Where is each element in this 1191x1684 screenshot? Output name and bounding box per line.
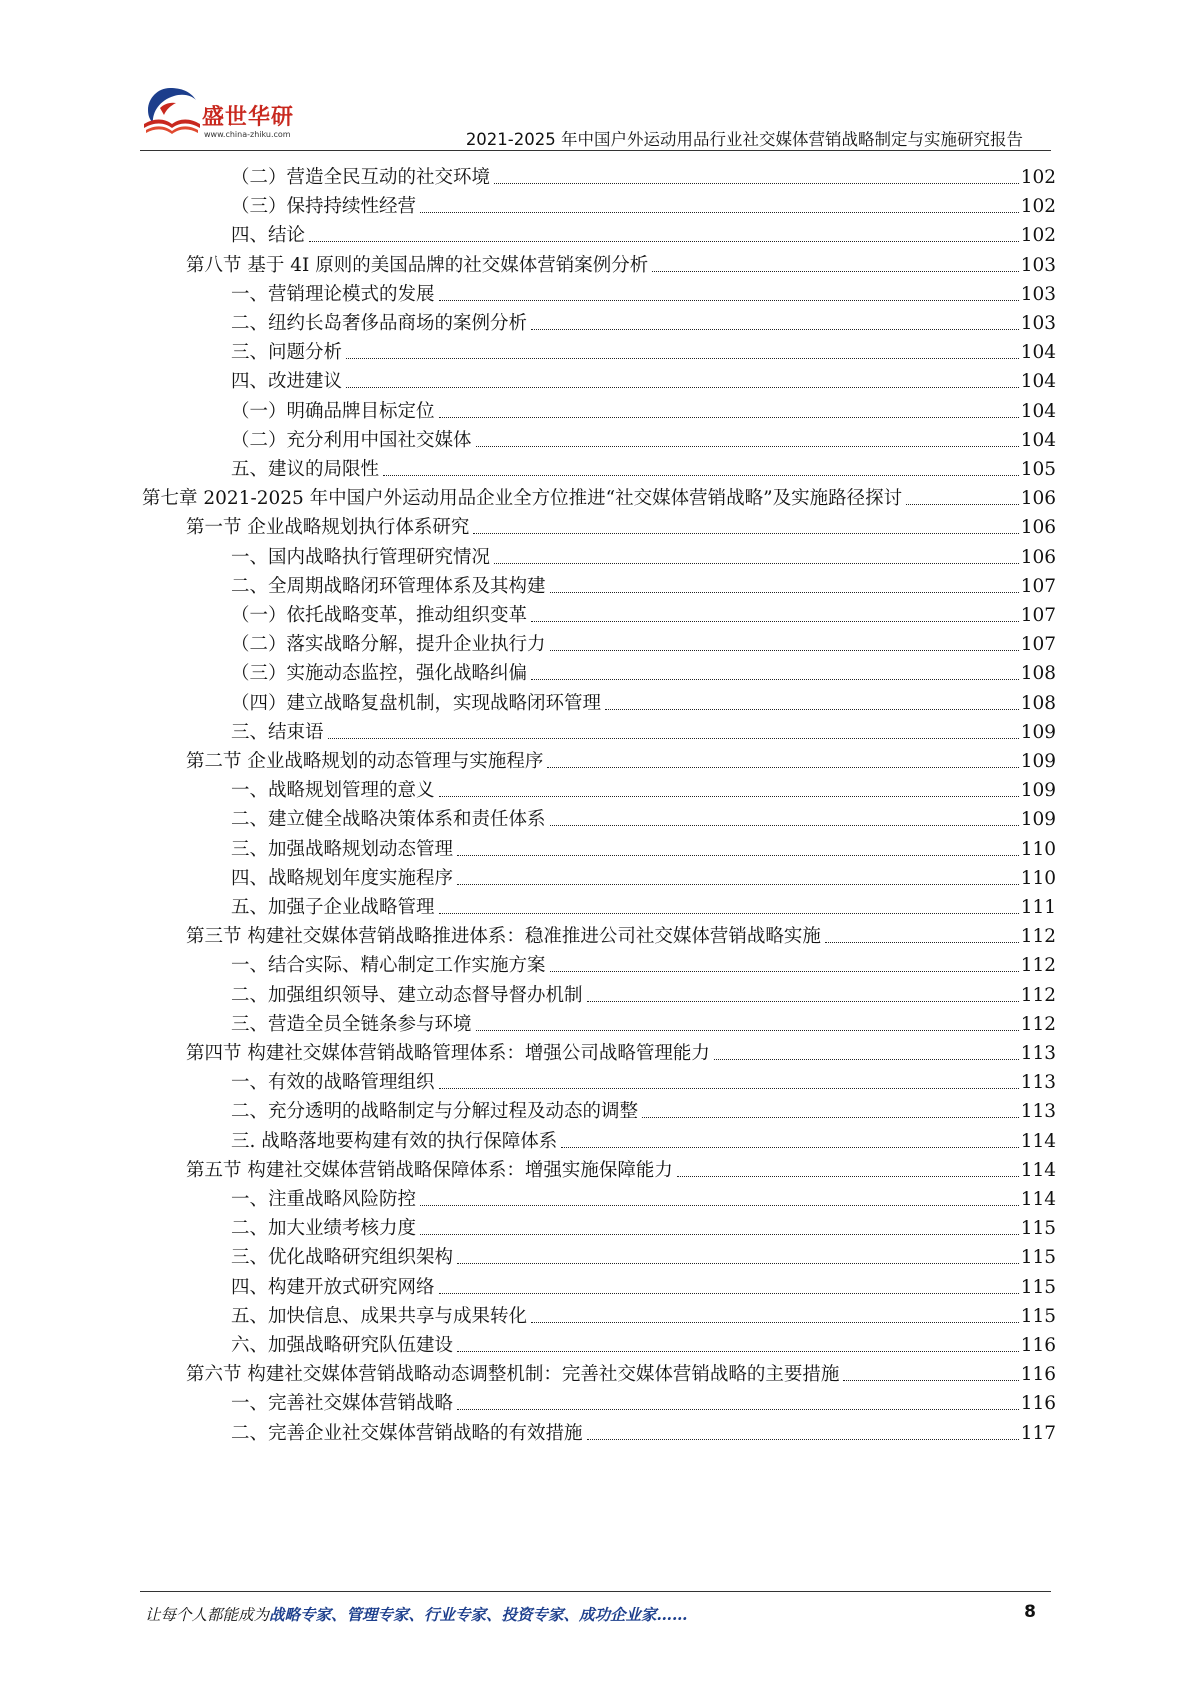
toc-leader-dots (439, 300, 1019, 301)
toc-entry-page: 103 (1020, 283, 1056, 305)
toc-leader-dots (714, 1059, 1019, 1060)
toc-entry-title: 一、注重战略风险防控 (231, 1189, 417, 1210)
toc-entry-page: 107 (1020, 634, 1056, 656)
toc-entry[interactable] (231, 978, 1056, 1008)
toc-entry[interactable] (231, 802, 1056, 832)
toc-entry-title: 二、建立健全战略决策体系和责任体系 (231, 809, 546, 831)
toc-entry[interactable] (231, 1182, 1056, 1212)
toc-entry-title: 一、结合实际、精心制定工作实施方案 (231, 955, 546, 977)
toc-entry-page: 113 (1020, 1043, 1056, 1064)
toc-entry-title: （二）营造全民互动的社交环境 (231, 167, 491, 188)
toc-entry-page: 108 (1020, 692, 1056, 714)
toc-entry-page: 117 (1020, 1422, 1056, 1444)
toc-entry[interactable] (231, 335, 1056, 365)
toc-entry-title: （一）明确品牌目标定位 (231, 400, 435, 422)
toc-leader-dots (843, 1380, 1018, 1381)
toc-entry-title: 三、优化战略研究组织架构 (231, 1247, 454, 1269)
toc-entry-page: 111 (1020, 897, 1056, 918)
toc-entry[interactable] (231, 948, 1056, 978)
toc-entry-title: 四、战略规划年度实施程序 (231, 867, 454, 889)
toc-entry[interactable] (231, 364, 1056, 394)
toc-entry[interactable] (231, 1124, 1056, 1154)
slogan-lead: 让每个人都能成为 (145, 1606, 270, 1624)
toc-entry[interactable] (231, 1094, 1056, 1124)
toc-leader-dots (677, 1176, 1019, 1177)
toc-entry[interactable] (231, 423, 1056, 453)
toc-leader-dots (550, 825, 1019, 826)
toc-entry-page: 104 (1020, 400, 1056, 422)
toc-entry[interactable] (231, 189, 1056, 219)
toc-leader-dots (439, 913, 1019, 914)
toc-entry-page: 107 (1020, 575, 1056, 597)
toc-entry[interactable] (231, 1007, 1056, 1037)
toc-entry[interactable] (231, 861, 1056, 891)
toc-entry-page: 109 (1020, 809, 1056, 831)
toc-entry-title: 四、结论 (231, 225, 306, 247)
toc-entry-page: 109 (1020, 751, 1056, 772)
toc-entry-page: 116 (1020, 1335, 1056, 1356)
toc-entry-page: 104 (1020, 429, 1056, 451)
toc-entry-page: 115 (1020, 1276, 1056, 1298)
toc-entry[interactable] (231, 277, 1056, 307)
toc-entry-title: 一、战略规划管理的意义 (231, 780, 435, 802)
toc-entry-page: 115 (1020, 1218, 1056, 1240)
toc-entry-page: 103 (1020, 313, 1056, 334)
footer-divider (140, 1591, 1051, 1592)
toc-entry-page: 102 (1020, 167, 1056, 188)
toc-leader-dots (309, 241, 1019, 242)
toc-entry-page: 109 (1020, 721, 1056, 743)
toc-leader-dots (642, 1117, 1019, 1118)
toc-leader-dots (605, 709, 1019, 710)
toc-entry-page: 108 (1020, 663, 1056, 685)
toc-leader-dots (439, 417, 1019, 418)
toc-entry-page: 114 (1020, 1189, 1056, 1210)
toc-entry-title: （一）依托战略变革，推动组织变革 (231, 605, 528, 626)
toc-entry-title: （二）落实战略分解，提升企业执行力 (231, 634, 546, 656)
toc-leader-dots (652, 271, 1018, 272)
toc-entry-page: 113 (1020, 1101, 1056, 1123)
toc-leader-dots (346, 358, 1019, 359)
toc-entry[interactable] (231, 1065, 1056, 1095)
toc-entry-page: 104 (1020, 371, 1056, 393)
toc-entry-title: 第六节 构建社交媒体营销战略动态调整机制：完善社交媒体营销战略的主要措施 (186, 1364, 840, 1386)
toc-entry-title: 四、构建开放式研究网络 (231, 1276, 435, 1298)
toc-leader-dots (439, 1293, 1019, 1294)
toc-leader-dots (550, 592, 1019, 593)
toc-entry[interactable] (231, 1386, 1056, 1416)
toc-entry-title: （四）建立战略复盘机制，实现战略闭环管理 (231, 692, 602, 714)
toc-entry-title: 一、国内战略执行管理研究情况 (231, 546, 491, 568)
toc-entry[interactable] (186, 248, 1056, 278)
toc-entry-title: 第二节 企业战略规划的动态管理与实施程序 (186, 751, 544, 772)
toc-entry[interactable] (231, 1299, 1056, 1329)
toc-entry-title: 五、加快信息、成果共享与成果转化 (231, 1305, 528, 1327)
page-number: 8 (1024, 1602, 1036, 1622)
toc-entry-title: 二、充分透明的战略制定与分解过程及动态的调整 (231, 1101, 639, 1123)
toc-entry-title: 一、营销理论模式的发展 (231, 283, 435, 305)
toc-entry[interactable] (231, 569, 1056, 599)
toc-entry[interactable] (142, 481, 1056, 511)
toc-leader-dots (420, 212, 1019, 213)
toc-entry-title: 第四节 构建社交媒体营销战略管理体系：增强公司战略管理能力 (186, 1043, 710, 1064)
toc-leader-dots (476, 1030, 1019, 1031)
toc-entry[interactable] (186, 510, 1056, 540)
toc-entry-page: 116 (1020, 1364, 1056, 1386)
toc-entry[interactable] (231, 627, 1056, 657)
toc-leader-dots (346, 387, 1019, 388)
toc-leader-dots (457, 1263, 1019, 1264)
toc-entry-page: 106 (1020, 546, 1056, 568)
logo-book-icon (140, 82, 204, 144)
toc-entry-page: 106 (1020, 517, 1056, 539)
toc-entry-title: （三）实施动态监控，强化战略纠偏 (231, 663, 528, 685)
toc-leader-dots (457, 1409, 1019, 1410)
toc-leader-dots (587, 1439, 1019, 1440)
toc-entry[interactable] (231, 452, 1056, 482)
footer-slogan (145, 1603, 688, 1625)
toc-entry-page: 104 (1020, 342, 1056, 364)
toc-entry[interactable] (231, 1416, 1056, 1446)
toc-leader-dots (494, 563, 1019, 564)
toc-entry[interactable] (231, 1270, 1056, 1300)
toc-entry[interactable] (231, 394, 1056, 424)
toc-entry[interactable] (186, 744, 1056, 774)
toc-entry-page: 112 (1020, 955, 1056, 977)
toc-entry-page: 105 (1020, 459, 1056, 480)
toc-leader-dots (825, 942, 1019, 943)
toc-entry[interactable] (231, 1211, 1056, 1241)
toc-entry[interactable] (231, 598, 1056, 628)
toc-entry[interactable] (186, 1357, 1056, 1387)
toc-entry[interactable] (186, 919, 1056, 949)
page-header (0, 0, 1191, 150)
toc-entry-page: 106 (1020, 488, 1056, 510)
toc-leader-dots (439, 796, 1019, 797)
header-divider (140, 150, 1051, 151)
toc-entry-page: 112 (1020, 1013, 1056, 1035)
toc-entry-page: 114 (1020, 1130, 1056, 1152)
toc-entry[interactable] (186, 1153, 1056, 1183)
toc-leader-dots (457, 1351, 1019, 1352)
toc-entry[interactable] (231, 218, 1056, 248)
toc-leader-dots (328, 738, 1019, 739)
toc-entry-title: （三）保持持续性经营 (231, 196, 417, 218)
toc-leader-dots (439, 1088, 1019, 1089)
toc-leader-dots (550, 971, 1019, 972)
toc-entry[interactable] (231, 656, 1056, 686)
toc-entry-page: 115 (1020, 1305, 1056, 1327)
toc-entry[interactable] (231, 1240, 1056, 1270)
toc-entry-title: （二）充分利用中国社交媒体 (231, 429, 472, 451)
toc-entry[interactable] (231, 715, 1056, 745)
toc-entry[interactable] (231, 540, 1056, 570)
toc-entry-title: 三、结束语 (231, 721, 324, 743)
toc-entry-title: 第一节 企业战略规划执行体系研究 (186, 517, 470, 539)
toc-entry-page: 112 (1020, 926, 1056, 948)
toc-leader-dots (531, 621, 1019, 622)
toc-entry[interactable] (231, 160, 1056, 190)
toc-entry-page: 113 (1020, 1072, 1056, 1094)
toc-entry-page: 102 (1020, 196, 1056, 218)
toc-entry-title: 三、营造全员全链条参与环境 (231, 1013, 472, 1035)
toc-entry-page: 110 (1020, 867, 1056, 889)
toc-entry-title: 第八节 基于 4I 原则的美国品牌的社交媒体营销案例分析 (186, 254, 649, 276)
toc-entry-title: 六、加强战略研究队伍建设 (231, 1335, 454, 1356)
toc-entry-title: 二、加强组织领导、建立动态督导督办机制 (231, 984, 583, 1006)
toc-entry-page: 114 (1020, 1159, 1056, 1181)
toc-leader-dots (420, 1205, 1019, 1206)
toc-entry-page: 115 (1020, 1247, 1056, 1269)
toc-entry-title: 第三节 构建社交媒体营销战略推进体系：稳准推进公司社交媒体营销战略实施 (186, 926, 821, 948)
report-title: 2021-2025 年中国户外运动用品行业社交媒体营销战略制定与实施研究报告 (465, 130, 1023, 149)
toc-leader-dots (457, 855, 1019, 856)
company-logo (140, 82, 320, 154)
toc-entry-page: 107 (1020, 605, 1056, 626)
toc-entry-title: 四、改进建议 (231, 371, 343, 393)
toc-entry-page: 103 (1020, 254, 1056, 276)
toc-entry-page: 110 (1020, 838, 1056, 860)
toc-entry[interactable] (231, 773, 1056, 803)
logo-name: 盛世华研 (202, 105, 295, 130)
toc-leader-dots (561, 1147, 1018, 1148)
toc-entry-title: 三、问题分析 (231, 342, 343, 364)
toc-entry[interactable] (231, 1328, 1056, 1358)
toc-entry[interactable] (231, 832, 1056, 862)
toc-leader-dots (531, 679, 1019, 680)
toc-entry[interactable] (231, 686, 1056, 716)
toc-entry-title: 三、加强战略规划动态管理 (231, 838, 454, 860)
toc-entry-title: 一、完善社交媒体营销战略 (231, 1393, 454, 1415)
toc-entry-title: 三. 战略落地要构建有效的执行保障体系 (231, 1130, 558, 1152)
toc-leader-dots (420, 1234, 1019, 1235)
toc-entry-title: 二、完善企业社交媒体营销战略的有效措施 (231, 1422, 583, 1444)
toc-leader-dots (906, 504, 1019, 505)
toc-entry-title: 一、有效的战略管理组织 (231, 1072, 435, 1094)
toc-leader-dots (587, 1001, 1019, 1002)
toc-entry-title: 二、加大业绩考核力度 (231, 1218, 417, 1240)
toc-leader-dots (531, 329, 1019, 330)
toc-entry[interactable] (231, 306, 1056, 336)
toc-entry-title: 第七章 2021-2025 年中国户外运动用品企业全方位推进“社交媒体营销战略”及实施路径探讨 (142, 488, 903, 510)
toc-leader-dots (476, 446, 1019, 447)
toc-entry-page: 116 (1020, 1393, 1056, 1415)
logo-url: www.china-zhiku.com (204, 130, 291, 139)
toc-leader-dots (457, 884, 1019, 885)
toc-entry-page: 112 (1020, 984, 1056, 1006)
toc-entry-title: 第五节 构建社交媒体营销战略保障体系：增强实施保障能力 (186, 1159, 673, 1181)
toc-leader-dots (531, 1322, 1019, 1323)
toc-leader-dots (494, 183, 1019, 184)
toc-entry-page: 109 (1020, 780, 1056, 802)
toc-leader-dots (547, 767, 1018, 768)
toc-entry[interactable] (231, 890, 1056, 920)
toc-leader-dots (473, 533, 1018, 534)
toc-entry-title: 二、全周期战略闭环管理体系及其构建 (231, 575, 546, 597)
toc-entry-title: 二、纽约长岛奢侈品商场的案例分析 (231, 313, 528, 334)
toc-entry-title: 五、加强子企业战略管理 (231, 897, 435, 918)
slogan-highlight: 战略专家、管理专家、行业专家、投资专家、成功企业家…… (269, 1605, 688, 1624)
toc-entry-title: 五、建议的局限性 (231, 459, 380, 480)
toc-leader-dots (383, 475, 1019, 476)
toc-leader-dots (550, 650, 1019, 651)
toc-entry-page: 102 (1020, 225, 1056, 247)
toc-entry[interactable] (186, 1036, 1056, 1066)
